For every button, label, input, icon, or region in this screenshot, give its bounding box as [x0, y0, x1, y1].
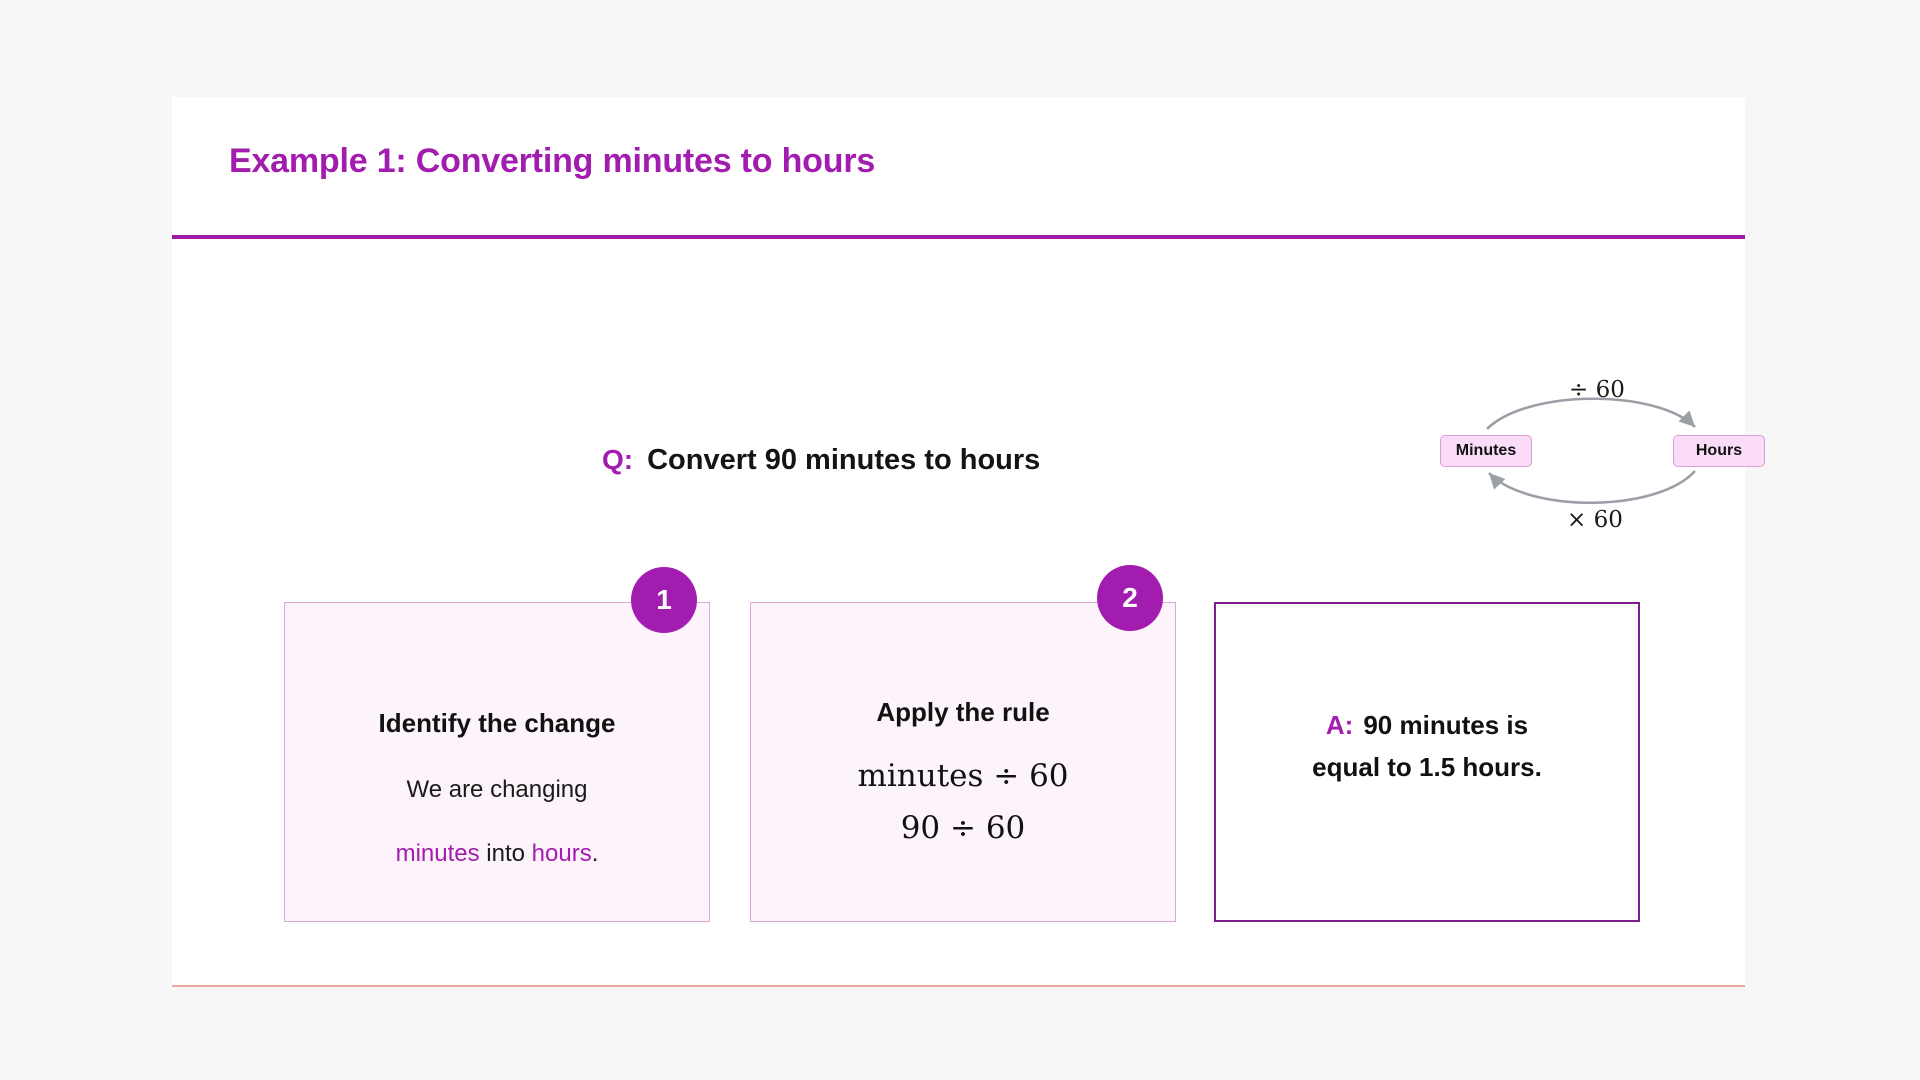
step-1-line-2 — [285, 837, 709, 871]
operation-divide-label: ÷ 60 — [1569, 377, 1625, 403]
conversion-diagram — [1417, 367, 1762, 547]
question-row — [602, 444, 1040, 477]
step-2-heading: Apply the rule — [876, 697, 1050, 727]
step-1-line-1: We are changing — [406, 776, 588, 803]
step-2-calculation: 90 ÷ 60 — [900, 810, 1026, 846]
question-text: Convert 90 minutes to hours — [647, 444, 1041, 476]
page-title: Example 1: Converting minutes to hours — [229, 142, 876, 180]
slide — [172, 97, 1745, 987]
step-badge-1: 1 — [631, 567, 697, 633]
answer-line-2: equal to 1.5 hours. — [1312, 752, 1542, 783]
answer-card — [1214, 602, 1640, 922]
unit-pill-minutes: Minutes — [1440, 435, 1532, 467]
step-1-heading: Identify the change — [378, 708, 616, 738]
unit-pill-hours: Hours — [1673, 435, 1765, 467]
step-card-1 — [284, 602, 710, 922]
answer-content — [1216, 704, 1638, 788]
step-card-2 — [750, 602, 1176, 922]
keyword-minutes: minutes — [395, 840, 480, 867]
question-label: Q: — [602, 444, 634, 475]
answer-label: A: — [1325, 710, 1354, 740]
title-divider — [172, 235, 1745, 239]
step-badge-2: 2 — [1097, 565, 1163, 631]
operation-multiply-label: × 60 — [1567, 507, 1623, 533]
answer-line-1: 90 minutes is — [1363, 710, 1529, 740]
step-1-period: . — [591, 840, 599, 867]
keyword-hours: hours — [531, 840, 592, 867]
step-2-formula: minutes ÷ 60 — [857, 758, 1069, 794]
step-1-connector: into — [479, 840, 532, 867]
